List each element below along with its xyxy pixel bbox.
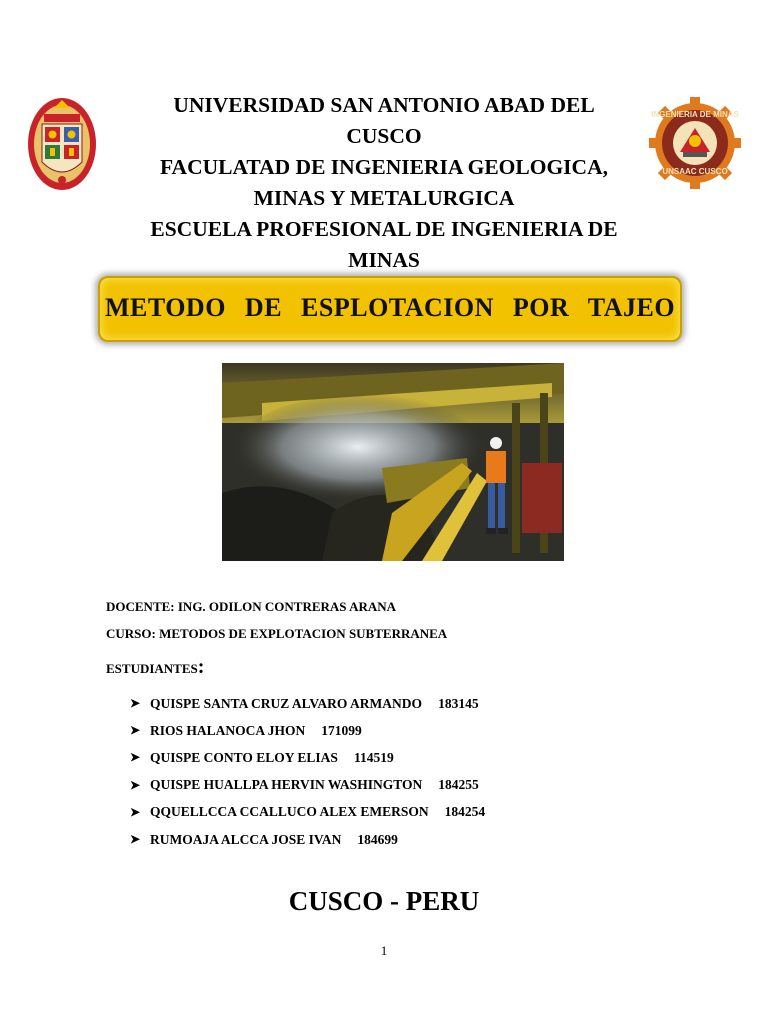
- header-line: FACULATAD DE INGENIERIA GEOLOGICA,: [160, 155, 608, 179]
- list-item: [130, 799, 485, 826]
- student-id: 171099: [321, 722, 362, 738]
- student-id: 184255: [438, 777, 479, 793]
- estudiantes-label: [106, 656, 204, 679]
- arrow-bullet-icon: ➤: [130, 804, 141, 819]
- estudiantes-label-text: ESTUDIANTES: [106, 661, 198, 676]
- student-name: RIOS HALANOCA JHON: [150, 722, 306, 738]
- arrow-bullet-icon: ➤: [130, 832, 141, 847]
- header-line: CUSCO: [346, 124, 422, 148]
- student-name: QUISPE CONTO ELOY ELIAS: [150, 749, 338, 765]
- header-line: MINAS: [348, 248, 420, 272]
- list-item: [130, 717, 485, 744]
- student-id: 184254: [444, 804, 486, 820]
- header-line: MINAS Y METALURGICA: [253, 186, 515, 210]
- list-item: [130, 690, 485, 717]
- arrow-bullet-icon: ➤: [130, 723, 141, 738]
- student-name: QUISPE SANTA CRUZ ALVARO ARMANDO: [150, 695, 423, 711]
- header-line: UNIVERSIDAD SAN ANTONIO ABAD DEL: [173, 93, 595, 117]
- student-list: [130, 690, 485, 853]
- docente-line: DOCENTE: ING. ODILON CONTRERAS ARANA: [106, 599, 397, 614]
- student-name: QUISPE HUALLPA HERVIN WASHINGTON: [150, 777, 423, 793]
- student-id: 184699: [357, 831, 398, 847]
- svg-text:UNSAAC CUSCO: UNSAAC CUSCO: [662, 167, 728, 176]
- university-crest-icon: [26, 92, 98, 192]
- student-id: 114519: [353, 749, 394, 765]
- student-name: QQUELLCCA CCALLUCO ALEX EMERSON: [150, 804, 429, 820]
- curso-line: CURSO: METODOS DE EXPLOTACION SUBTERRANEA: [106, 626, 448, 641]
- header-line: ESCUELA PROFESIONAL DE INGENIERIA DE: [150, 217, 618, 241]
- document-title: METODO DE ESPLOTACION POR TAJEO: [104, 293, 676, 322]
- estudiantes-colon: :: [197, 656, 205, 678]
- arrow-bullet-icon: ➤: [130, 777, 141, 792]
- svg-text:INGENIERIA DE MINAS: INGENIERIA DE MINAS: [651, 110, 739, 119]
- page-number: 1: [380, 943, 388, 958]
- list-item: [130, 744, 485, 771]
- location-title: CUSCO - PERU: [288, 886, 480, 916]
- student-name: RUMOAJA ALCCA JOSE IVAN: [150, 831, 342, 847]
- student-id: 183145: [438, 695, 479, 711]
- list-item: [130, 826, 485, 853]
- list-item: [130, 772, 485, 799]
- title-banner: [98, 276, 682, 342]
- arrow-bullet-icon: ➤: [130, 750, 141, 765]
- mining-engineering-seal-icon: [648, 96, 742, 190]
- arrow-bullet-icon: ➤: [130, 696, 141, 711]
- institution-header: [110, 90, 658, 276]
- mining-photo: [222, 363, 564, 561]
